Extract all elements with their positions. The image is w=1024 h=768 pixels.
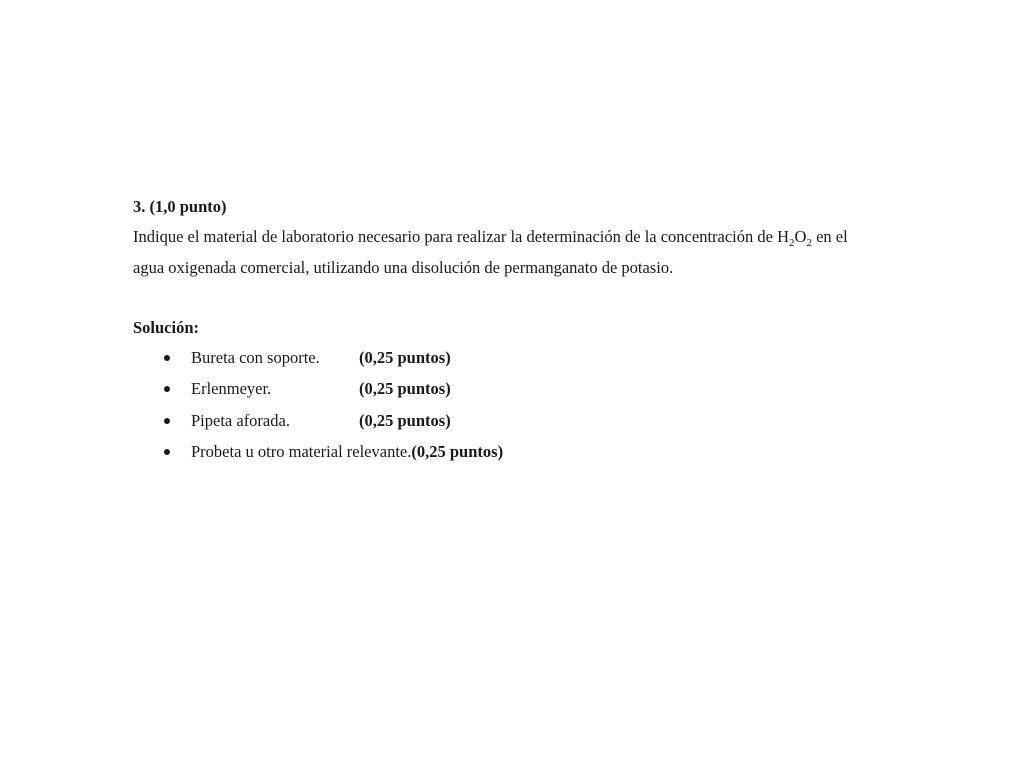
item-points: (0,25 puntos) [359,348,451,367]
item-points: (0,25 puntos) [359,379,451,398]
question-number-heading: 3. (1,0 punto) [133,197,227,216]
formula-o: O [794,227,807,246]
item-points: (0,25 puntos) [359,411,451,430]
list-item [160,347,451,369]
formula-o-subscript: 2 [806,237,812,249]
solution-heading: Solución: [133,318,200,337]
list-item [160,441,504,463]
bullet-icon [164,355,170,361]
question-text-suffix: en el [811,227,848,246]
formula-h: H [777,227,790,246]
item-label: Erlenmeyer. [191,379,272,398]
question-text-prefix: Indique el material de laboratorio necesario para realizar la determinación de la concentración de [133,227,778,246]
item-label: Pipeta aforada. [191,411,290,430]
item-label: Probeta u otro material relevante. [191,442,412,461]
item-label: Bureta con soporte. [191,348,320,367]
question-text-line-1 [133,226,848,248]
bullet-icon [164,418,170,424]
bullet-icon [164,449,170,455]
list-item [160,410,451,432]
formula-h-subscript: 2 [789,237,795,249]
question-text-line-2: agua oxigenada comercial, utilizando una disolución de permanganato de potasio. [133,258,674,277]
bullet-icon [164,386,170,392]
item-points: (0,25 puntos) [411,442,504,461]
list-item [160,378,451,400]
